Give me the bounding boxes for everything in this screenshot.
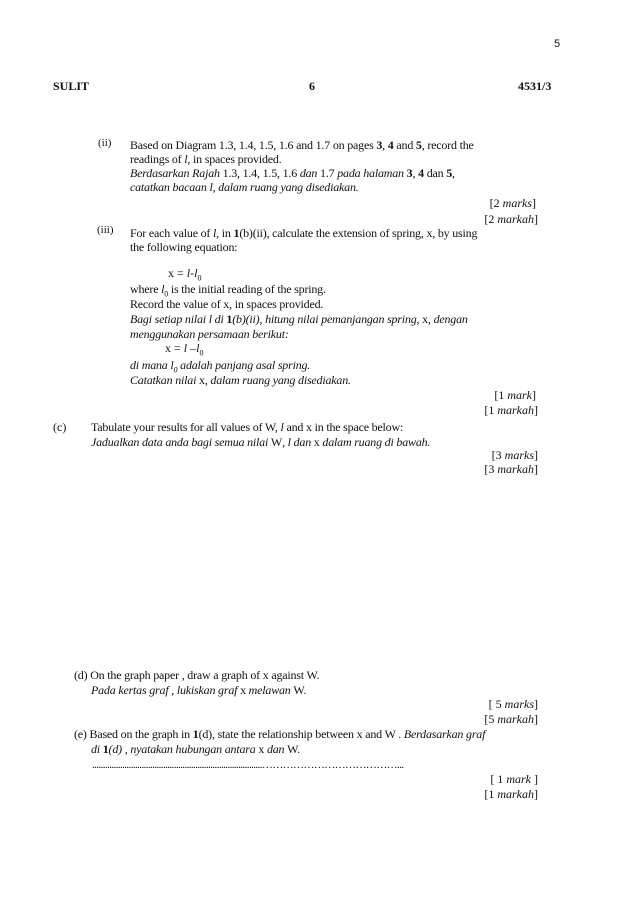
q-iii-en-line2: the following equation: [130, 240, 238, 254]
header-center: 6 [309, 79, 315, 93]
q-iii-marks-ms: [1 markah] [484, 403, 538, 417]
q-ii-en-line1: Based on Diagram 1.3, 1.4, 1.5, 1.6 and 1.7 on pages 3, 4 and 5, record the [130, 138, 474, 152]
q-ii-label: (ii) [98, 137, 112, 149]
answer-line: ...............................................................................…………………………………... [92, 759, 404, 771]
q-c-marks-en: [3 marks] [491, 448, 538, 462]
q-iii-ms-line1: Bagi setiap nilai l di 1(b)(ii), hitung nilai pemanjangan spring, x, dengan [130, 312, 468, 326]
header-left: SULIT [53, 79, 90, 93]
q-iii-marks-en: [1 mark] [494, 388, 536, 402]
q-c-en: Tabulate your results for all values of W, l and x in the space below: [91, 420, 404, 434]
q-c-ms: Jadualkan data anda bagi semua nilai W, l dan x dalam ruang di bawah. [91, 435, 431, 449]
q-iii-ms-line2: menggunakan persamaan berikut: [130, 327, 289, 341]
q-e-marks-en: [ 1 mark ] [490, 772, 538, 786]
q-d-marks-ms: [5 markah] [484, 712, 538, 726]
q-e-marks-ms: [1 markah] [484, 787, 538, 801]
q-e-ms: di 1(d) , nyatakan hubungan antara x dan W. [91, 742, 301, 756]
q-iii-label: (iii) [97, 224, 114, 236]
q-iii-ms-line4: Catatkan nilai x, dalam ruang yang disediakan. [130, 373, 351, 387]
q-iii-en-line1: For each value of l, in 1(b)(ii), calculate the extension of spring, x, by using [130, 226, 478, 240]
q-iii-ms-line3: di mana $l_0$ adalah panjang asal spring. [130, 358, 311, 375]
q-ii-marks-en: [2 marks] [489, 196, 536, 210]
q-ii-marks-ms: [2 markah] [484, 212, 538, 226]
q-d-ms: Pada kertas graf , lukiskan graf x melawan W. [91, 683, 307, 697]
q-e-en: (e) Based on the graph in 1(d), state the relationship between x and W . Berdasarkan graf [74, 727, 486, 741]
q-d-marks-en: [ 5 marks] [488, 697, 538, 711]
equation-1: $x = l-l_0$ [168, 266, 202, 283]
q-c-marks-ms: [3 markah] [484, 462, 538, 476]
q-c-label: (c) [53, 420, 67, 434]
equation-2: x = l $-l_0$ [165, 341, 204, 358]
page-number: 5 [554, 38, 561, 50]
record-line: Record the value of x, in spaces provided. [130, 297, 324, 311]
q-ii-ms-line2: catatkan bacaan l, dalam ruang yang disediakan. [130, 180, 359, 194]
header-right: 4531/3 [518, 79, 552, 93]
q-d-en: (d) On the graph paper , draw a graph of x against W. [74, 668, 320, 682]
where-line: where $l_0$ is the initial reading of the spring. [130, 282, 326, 299]
q-ii-en-line2: readings of l, in spaces provided. [130, 152, 282, 166]
q-ii-ms-line1: Berdasarkan Rajah 1.3, 1.4, 1.5, 1.6 dan 1.7 pada halaman 3, 4 dan 5, [130, 166, 455, 180]
